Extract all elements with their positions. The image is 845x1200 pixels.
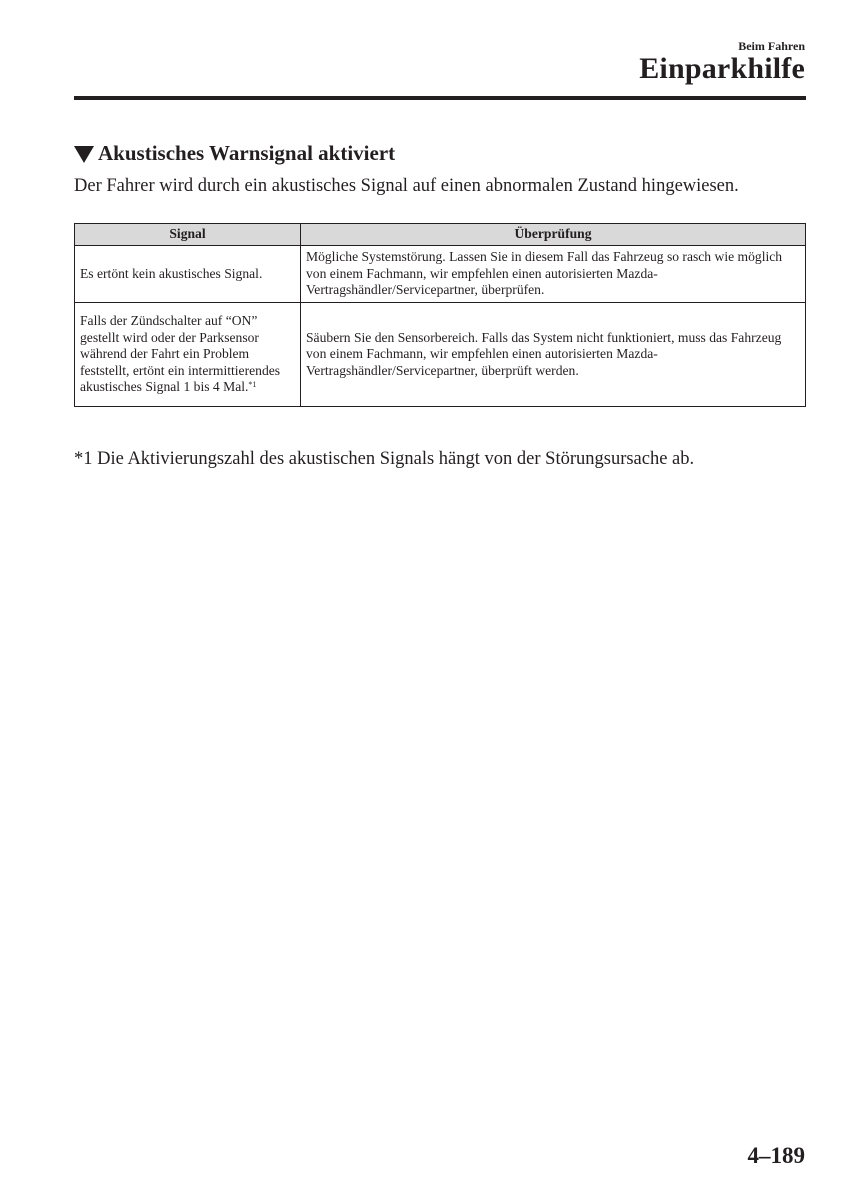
signal-cell: Es ertönt kein akustisches Signal. xyxy=(75,246,301,303)
page-number: 4–189 xyxy=(747,1143,805,1168)
signal-cell-text: Falls der Zündschalter auf “ON” gestellt wird oder der Parksensor während der Fahrt ein Problem feststellt, ertönt ein intermittierendes akustisches Signal 1 bis 4 Mal. xyxy=(80,313,281,395)
table-row xyxy=(75,303,806,407)
table-row xyxy=(75,246,806,303)
footnote-reference: *1 xyxy=(248,380,257,390)
check-cell: Mögliche Systemstörung. Lassen Sie in diesem Fall das Fahrzeug so rasch wie möglich von einem Fachmann, wir empfehlen einen autorisierten Mazda-Vertragshändler/Servicepartner, überprüfen. xyxy=(301,246,806,303)
section-heading-text: Akustisches Warnsignal aktiviert xyxy=(98,141,396,165)
signal-table xyxy=(74,223,806,407)
column-header-check: Überprüfung xyxy=(301,224,806,246)
header-divider xyxy=(74,96,806,100)
down-triangle-icon xyxy=(74,146,94,163)
section-heading xyxy=(74,141,395,166)
check-cell: Säubern Sie den Sensorbereich. Falls das System nicht funktioniert, muss das Fahrzeug von einem Fachmann, wir empfehlen einen autorisierten Mazda-Vertragshändler/Servicepartner, überprüft werden. xyxy=(301,303,806,407)
column-header-signal: Signal xyxy=(75,224,301,246)
header-section-label: Beim Fahren xyxy=(738,39,805,53)
signal-cell xyxy=(75,303,301,407)
intro-paragraph: Der Fahrer wird durch ein akustisches Signal auf einen abnormalen Zustand hingewiesen. xyxy=(74,176,739,196)
footnote: *1 Die Aktivierungszahl des akustischen Signals hängt von der Störungsursache ab. xyxy=(74,449,695,469)
page-title: Einparkhilfe xyxy=(639,52,805,85)
table-header-row xyxy=(75,224,806,246)
